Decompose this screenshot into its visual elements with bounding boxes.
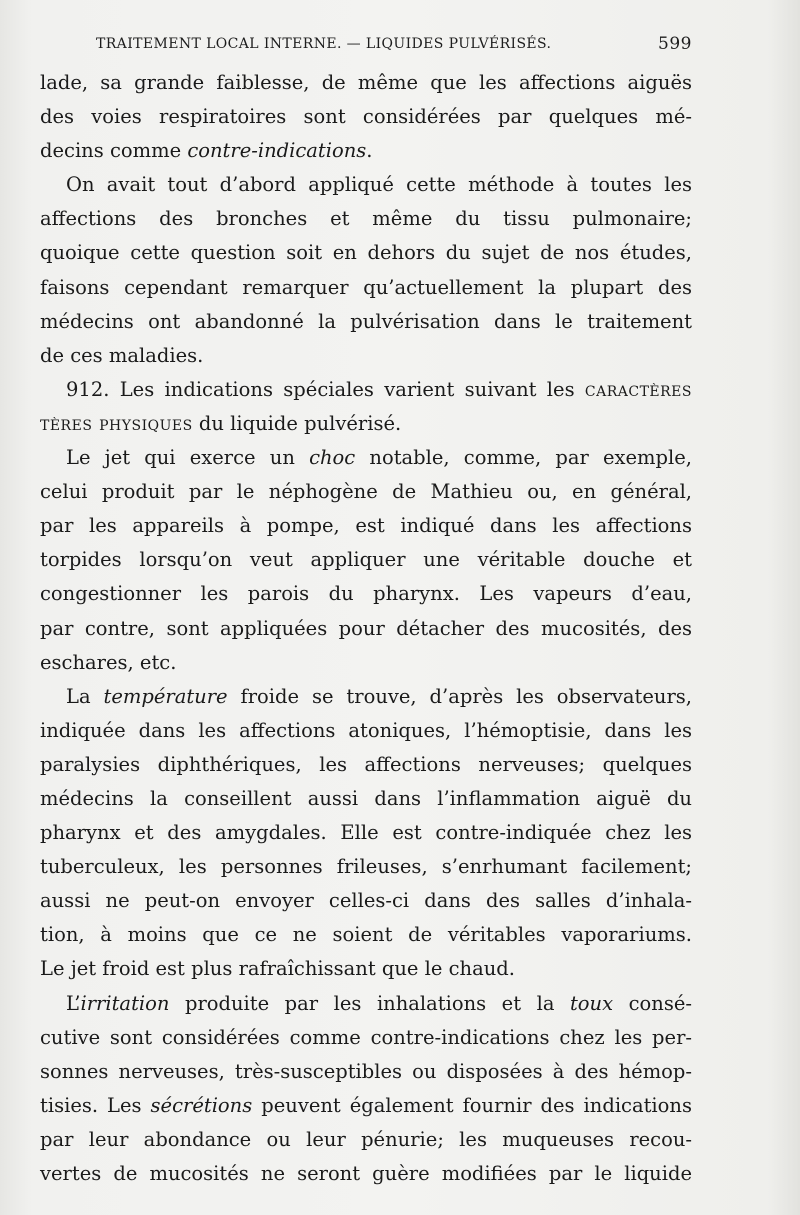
line-text: médecins la conseillent aussi dans l’inflammation aiguë du [40, 786, 692, 810]
line-text: cutive sont considérées comme contre-indications chez les per- [40, 1025, 692, 1049]
page-header [40, 34, 692, 56]
line-text: peuvent également fournir des indications [252, 1093, 692, 1117]
text-line [40, 680, 692, 714]
text-line [40, 952, 692, 986]
line-text: L’ [66, 991, 81, 1015]
text-line [40, 202, 692, 236]
line-text: Le jet qui exerce un [66, 446, 310, 470]
italic-term: température [103, 684, 228, 708]
line-text: indiquée dans les affections atoniques, l’hémoptisie, dans les [40, 718, 692, 742]
text-line [40, 373, 692, 407]
text-line [40, 305, 692, 339]
text-line [40, 271, 692, 305]
line-text: . [366, 139, 373, 163]
italic-term: contre-indications [187, 139, 367, 163]
text-line [40, 168, 692, 202]
line-text: consé- [613, 991, 692, 1015]
small-caps-term: tères physiques [40, 411, 193, 435]
text-line [40, 66, 692, 100]
text-line [40, 1089, 692, 1123]
text-line [40, 884, 692, 918]
text-line [40, 543, 692, 577]
line-text: paralysies diphthériques, les affections nerveuses; quelques [40, 752, 692, 776]
line-text: 912. Les indications spéciales varient suivant les [66, 377, 585, 401]
line-text: par contre, sont appliquées pour détacher des mucosités, des [40, 616, 692, 640]
text-line [40, 441, 692, 475]
line-text: par leur abondance ou leur pénurie; les muqueuses recou- [40, 1127, 692, 1151]
line-text: La [66, 684, 104, 708]
line-text: affections des bronches et même du tissu pulmonaire; [40, 207, 692, 231]
line-text: congestionner les parois du pharynx. Les vapeurs d’eau, [40, 582, 692, 606]
line-text: decins comme [40, 139, 188, 163]
line-text: quoique cette question soit en dehors du sujet de nos études, [40, 241, 692, 265]
line-text: lade, sa grande faiblesse, de même que les affections aiguës [40, 71, 692, 94]
line-text: pharynx et des amygdales. Elle est contre-indiquée chez les [40, 821, 692, 845]
text-line [40, 236, 692, 270]
line-text: sonnes nerveuses, très-susceptibles ou disposées à des hémop- [40, 1059, 692, 1083]
text-line [40, 816, 692, 850]
text-line [40, 509, 692, 543]
page-number: 599 [658, 34, 692, 54]
body-text [40, 66, 692, 1191]
line-text: des voies respiratoires sont considérées par quelques mé- [40, 105, 692, 129]
text-line [40, 1123, 692, 1157]
text-line [40, 646, 692, 680]
text-line [40, 134, 692, 168]
line-text: de ces maladies. [40, 343, 204, 367]
line-text: On avait tout d’abord appliqué cette méthode à toutes les [66, 173, 692, 197]
line-text: celui produit par le néphogène de Mathieu ou, en général, [40, 480, 692, 504]
text-line [40, 782, 692, 816]
text-line [40, 100, 692, 134]
text-line [40, 475, 692, 509]
text-line [40, 748, 692, 782]
text-line [40, 407, 692, 441]
line-text: aussi ne peut-on envoyer celles-ci dans des salles d’inhala- [40, 889, 692, 913]
line-text: faisons cependant remarquer qu’actuellement la plupart des [40, 275, 692, 299]
text-line [40, 612, 692, 646]
line-text: produite par les inhalations et la [169, 991, 570, 1015]
text-line [40, 1157, 692, 1191]
line-text: Le jet froid est plus rafraîchissant que le chaud. [40, 957, 515, 981]
line-text: du liquide pulvérisé. [192, 411, 402, 435]
line-text: eschares, etc. [40, 650, 177, 674]
line-text: médecins ont abandonné la pulvérisation dans le traitement [40, 309, 692, 333]
italic-term: choc [309, 446, 356, 470]
line-text: torpides lorsqu’on veut appliquer une véritable douche et [40, 548, 692, 572]
italic-term: toux [569, 991, 614, 1015]
line-text: tion, à moins que ce ne soient de véritables vaporariums. [40, 923, 692, 947]
text-line [40, 987, 692, 1021]
italic-term: sécrétions [150, 1093, 253, 1117]
text-line [40, 339, 692, 373]
text-line [40, 918, 692, 952]
running-title: TRAITEMENT LOCAL INTERNE. — LIQUIDES PULVÉRISÉS. [96, 36, 552, 52]
line-text: vertes de mucosités ne seront guère modifiées par le liquide [40, 1162, 692, 1185]
italic-term: irritation [80, 991, 170, 1015]
text-line [40, 1055, 692, 1089]
line-text: par les appareils à pompe, est indiqué dans les affections [40, 514, 692, 538]
line-text: froide se trouve, d’après les observateurs, [227, 684, 693, 708]
small-caps-term: caractères [584, 377, 692, 401]
text-line [40, 1021, 692, 1055]
text-line [40, 577, 692, 611]
line-text: tisies. Les [40, 1093, 151, 1117]
text-line [40, 714, 692, 748]
text-line [40, 850, 692, 884]
line-text: notable, comme, par exemple, [355, 446, 692, 470]
line-text: tuberculeux, les personnes frileuses, s’enrhumant facilement; [40, 855, 692, 879]
